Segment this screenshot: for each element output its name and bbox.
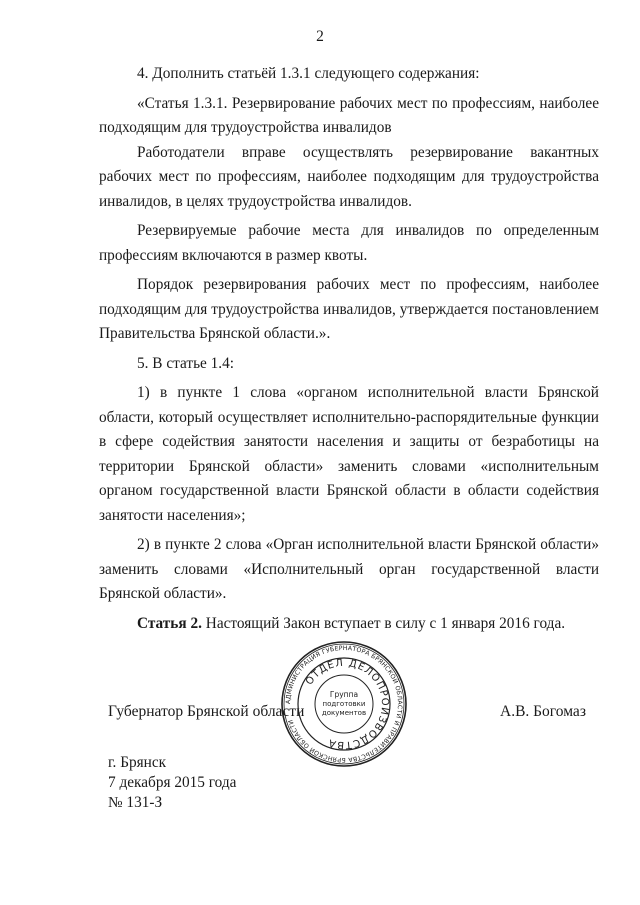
paragraph-point-2: 2) в пункте 2 слова «Орган исполнительной власти Брянской области» заменить словами «Исполнительный орган государственной власти Брянской области».: [99, 536, 599, 602]
article-2-label: Статья 2.: [137, 614, 202, 632]
place-date-number: [108, 753, 236, 813]
paragraph-point-1: 1) в пункте 1 слова «органом исполнительной власти Брянской области, который осуществляет исполнительно-распорядительные функции в сфере содействия занятости населения и защиты от безработицы на территории Брянской области» заменить словами «исполнительным органом государственной власти Брянской области в области содействия занятости населения»;: [99, 384, 599, 524]
official-stamp: [280, 640, 408, 768]
article-2-text: Настоящий Закон вступает в силу с 1 января 2016 года.: [201, 614, 566, 632]
law-number: № 131-З: [108, 794, 163, 811]
signature-title: Губернатор Брянской области: [108, 703, 305, 720]
paragraph-item-4: 4. Дополнить статьёй 1.3.1 следующего содержания:: [137, 65, 480, 82]
paragraph-quota: Резервируемые рабочие места для инвалидов по определенным профессиям включаются в размер квоты.: [99, 222, 599, 264]
document-body: [99, 62, 599, 641]
svg-text:ОТДЕЛ ДЕЛОПРОИЗВОДСТВА: ОТДЕЛ ДЕЛОПРОИЗВОДСТВА: [303, 657, 391, 751]
paragraph-article-title: «Статья 1.3.1. Резервирование рабочих мест по профессиям, наиболее подходящим для трудоустройства инвалидов: [99, 94, 599, 136]
paragraph-employers-right: Работодатели вправе осуществлять резервирование вакантных рабочих мест по профессиям, наиболее подходящим для трудоустройства инвалидов, в целях трудоустройства инвалидов.: [99, 143, 599, 210]
city: г. Брянск: [108, 754, 167, 771]
page-number: 2: [316, 28, 324, 45]
svg-text:документов: документов: [321, 709, 367, 717]
signature-name: А.В. Богомаз: [500, 703, 586, 720]
paragraph-item-5: 5. В статье 1.4:: [137, 354, 235, 372]
svg-text:подготовки: подготовки: [322, 700, 366, 708]
paragraph-article-2: [99, 612, 599, 637]
date: 7 декабря 2015 года: [108, 774, 237, 791]
stamp-seal-icon: [280, 640, 408, 768]
svg-text:Группа: Группа: [329, 690, 359, 699]
svg-text:АДМИНИСТРАЦИЯ ГУБЕРНАТОРА БРЯН: АДМИНИСТРАЦИЯ ГУБЕРНАТОРА БРЯНСКОЙ ОБЛАСТИ И ПРАВИТЕЛЬСТВА БРЯНСКОЙ ОБЛАСТИ: [284, 644, 404, 764]
paragraph-procedure: Порядок резервирования рабочих мест по профессиям, наиболее подходящим для трудоустройства инвалидов, утверждается постановлением Правительства Брянской области.».: [99, 276, 599, 342]
